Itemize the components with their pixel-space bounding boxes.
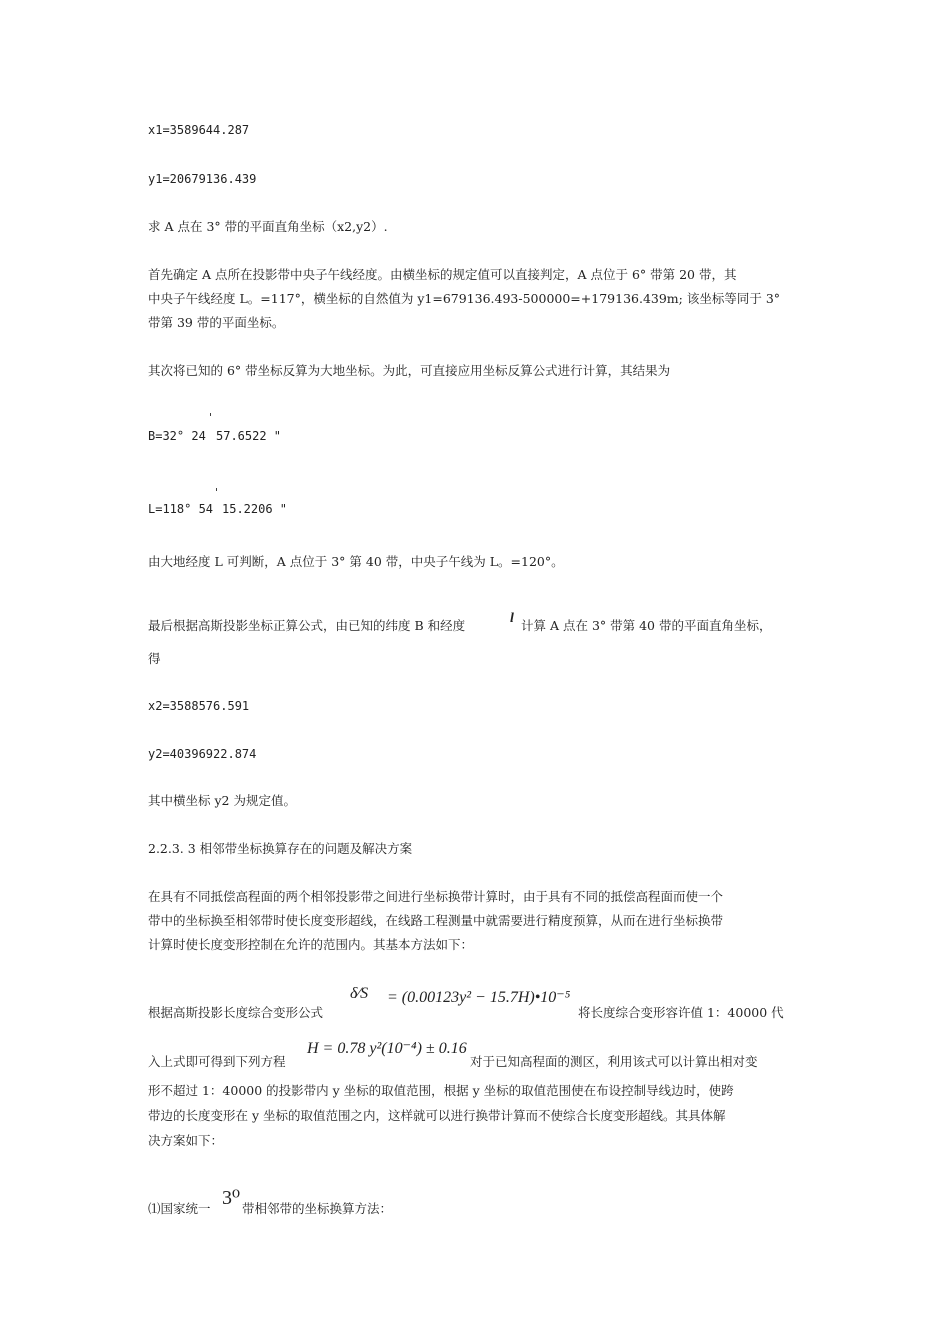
B-value-seconds: 57.6522 " (216, 429, 282, 443)
paragraph-1-line-3: 带第 39 带的平面坐标。 (148, 315, 285, 330)
section-heading: 2.2.3. 3 相邻带坐标换算存在的问题及解决方案 (148, 841, 413, 856)
paragraph-9-part-a: ⑴国家统一 (148, 1201, 211, 1216)
paragraph-4-part-b: 计算 A 点在 3° 带第 40 带的平面直角坐标， (521, 618, 772, 633)
paragraph-4-part-a: 最后根据高斯投影坐标正算公式，由已知的纬度 B 和经度 (148, 618, 466, 633)
height-equation: H = 0.78 y²(10⁻⁴) ± 0.16 (307, 1040, 467, 1057)
paragraph-8-part-b: 对于已知高程面的测区，利用该式可以计算出相对变 (470, 1054, 758, 1069)
paragraph-7-part-a: 根据高斯投影长度综合变形公式 (148, 1005, 324, 1020)
three-degree-symbol: 3⁰ (222, 1187, 241, 1209)
paragraph-9-part-b: 带相邻带的坐标换算方法： (242, 1201, 393, 1216)
paragraph-5: 其中横坐标 y2 为规定值。 (148, 793, 296, 808)
L-minute-mark: ' (215, 486, 219, 499)
paragraph-2: 其次将已知的 6° 带坐标反算为大地坐标。为此，可直接应用坐标反算公式进行计算，其结果为 (148, 363, 671, 378)
B-value-degrees: B=32° 24 (148, 429, 206, 443)
paragraph-4-part-c: 得 (148, 651, 161, 666)
deformation-formula: = (0.00123y² − 15.7H)•10⁻⁵ (387, 989, 571, 1006)
paragraph-8-line-4: 决方案如下： (148, 1133, 224, 1148)
paragraph-1-line-1: 首先确定 A 点所在投影带中央子午线经度。由横坐标的规定值可以直接判定，A 点位于 6° 带第 20 带，其 (148, 267, 737, 282)
paragraph-6-line-1: 在具有不同抵偿高程面的两个相邻投影带之间进行坐标换带计算时，由于具有不同的抵偿高程面而使一个 (148, 889, 724, 904)
L-value-degrees: L=118° 54 (148, 502, 214, 516)
question-line: 求 A 点在 3° 带的平面直角坐标（x2,y2）. (148, 219, 388, 234)
x2-value: x2=3588576.591 (148, 699, 250, 713)
paragraph-6-line-2: 带中的坐标换至相邻带时使长度变形超线，在线路工程测量中就需要进行精度预算，从而在进行坐标换带 (148, 913, 724, 928)
B-minute-mark: ' (209, 411, 213, 424)
L-value-seconds: 15.2206 " (222, 502, 288, 516)
x1-value: x1=3589644.287 (148, 123, 250, 137)
paragraph-8-line-2: 形不超过 1：40000 的投影带内 y 坐标的取值范围，根据 y 坐标的取值范围使在布设控制导线边时，使跨 (148, 1083, 734, 1098)
deformation-formula-fraction: δ⁄S (350, 985, 369, 1002)
y2-value: y2=40396922.874 (148, 747, 257, 761)
longitude-l-symbol: l (510, 611, 514, 626)
paragraph-7-part-b: 将长度综合变形容许值 1：40000 代 (578, 1005, 784, 1020)
paragraph-6-line-3: 计算时使长度变形控制在允许的范围内。其基本方法如下： (148, 937, 474, 952)
paragraph-8-line-3: 带边的长度变形在 y 坐标的取值范围之内，这样就可以进行换带计算而不使综合长度变形超线。其具体解 (148, 1108, 726, 1123)
paragraph-8-part-a: 入上式即可得到下列方程 (148, 1054, 286, 1069)
y1-value: y1=20679136.439 (148, 172, 257, 186)
paragraph-1-line-2: 中央子午线经度 L。=117°，横坐标的自然值为 y1=679136.493-500000=+179136.439m; 该坐标等同于 3° (148, 291, 781, 306)
paragraph-3: 由大地经度 L 可判断，A 点位于 3° 第 40 带，中央子午线为 L。=120°。 (148, 554, 564, 569)
